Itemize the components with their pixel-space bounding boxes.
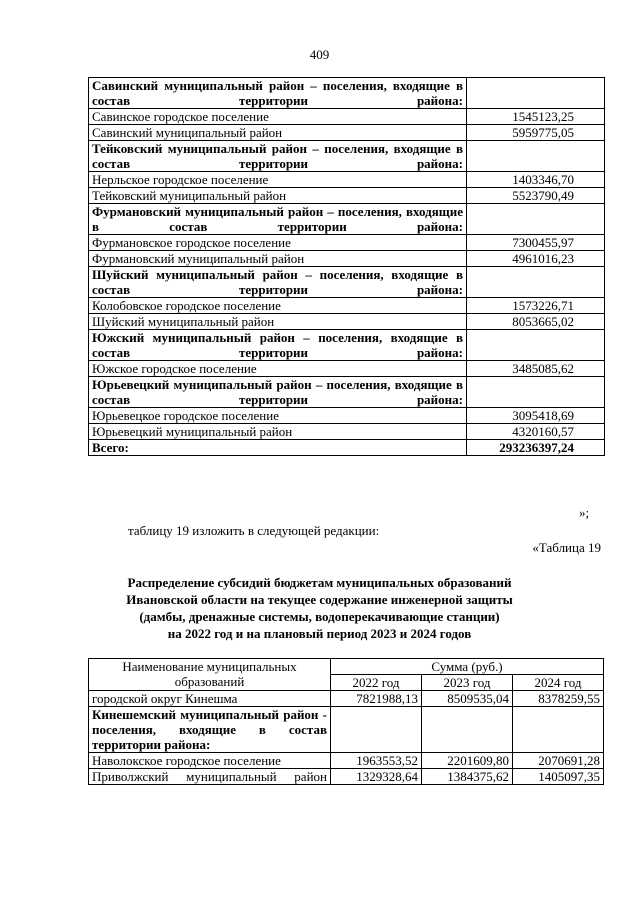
empty-cell	[467, 330, 605, 361]
value-2023: 8509535,04	[422, 691, 513, 707]
value-2023: 1384375,62	[422, 769, 513, 785]
row-value: 5959775,05	[467, 125, 605, 141]
row-name: Савинское городское поселение	[89, 109, 467, 125]
district-header: Фурмановский муниципальный район – поселения, входящие в состав территории района:	[89, 204, 467, 235]
row-name: Шуйский муниципальный район	[89, 314, 467, 330]
district-header-row	[89, 377, 605, 408]
table-row	[89, 109, 605, 125]
row-name: Приволжский муниципальный район	[89, 769, 331, 785]
district-header-row	[89, 141, 605, 172]
page-number: 409	[309, 47, 330, 62]
value-2024: 1405097,35	[513, 769, 604, 785]
table-row	[89, 235, 605, 251]
total-row	[89, 440, 605, 456]
total-label: Всего:	[89, 440, 467, 456]
district-header-row	[89, 267, 605, 298]
district-header: Тейковский муниципальный район – поселения, входящие в состав территории района:	[89, 141, 467, 172]
empty-cell	[467, 78, 605, 109]
district-header-row	[89, 330, 605, 361]
empty-cell	[467, 141, 605, 172]
value-2024: 2070691,28	[513, 753, 604, 769]
row-value: 1545123,25	[467, 109, 605, 125]
table-reference: «Таблица 19	[532, 540, 601, 555]
empty-cell	[422, 707, 513, 753]
district-header-row	[89, 78, 605, 109]
section-header-row	[89, 707, 604, 753]
title-line: (дамбы, дренажные системы, водоперекачивающие станции)	[139, 609, 500, 624]
row-name: Южское городское поселение	[89, 361, 467, 377]
row-value: 5523790,49	[467, 188, 605, 204]
value-2022: 1329328,64	[331, 769, 422, 785]
row-value: 4961016,23	[467, 251, 605, 267]
empty-cell	[331, 707, 422, 753]
value-2024: 8378259,55	[513, 691, 604, 707]
row-name: Юрьевецкое городское поселение	[89, 408, 467, 424]
row-value: 7300455,97	[467, 235, 605, 251]
header-row	[89, 659, 604, 675]
value-2022: 7821988,13	[331, 691, 422, 707]
subsidy-table-19	[88, 658, 604, 785]
table-row	[89, 753, 604, 769]
value-2022: 1963553,52	[331, 753, 422, 769]
table-row	[89, 408, 605, 424]
row-name: Нерльское городское поселение	[89, 172, 467, 188]
row-name: Фурмановское городское поселение	[89, 235, 467, 251]
title-line: Ивановской области на текущее содержание инженерной защиты	[126, 592, 513, 607]
district-header: Юрьевецкий муниципальный район – поселения, входящие в состав территории района:	[89, 377, 467, 408]
row-value: 3095418,69	[467, 408, 605, 424]
district-header: Савинский муниципальный район – поселения, входящие в состав территории района:	[89, 78, 467, 109]
table-row	[89, 314, 605, 330]
empty-cell	[467, 267, 605, 298]
year-2023-header: 2023 год	[422, 675, 513, 691]
row-value: 1403346,70	[467, 172, 605, 188]
year-2024-header: 2024 год	[513, 675, 604, 691]
row-name: Савинский муниципальный район	[89, 125, 467, 141]
empty-cell	[467, 204, 605, 235]
row-name: Фурмановский муниципальный район	[89, 251, 467, 267]
row-value: 8053665,02	[467, 314, 605, 330]
row-name: Тейковский муниципальный район	[89, 188, 467, 204]
table-row	[89, 251, 605, 267]
district-header: Южский муниципальный район – поселения, входящие в состав территории района:	[89, 330, 467, 361]
row-name: Наволокское городское поселение	[89, 753, 331, 769]
closing-quote: »;	[579, 505, 590, 520]
row-name: Колобовское городское поселение	[89, 298, 467, 314]
district-header: Шуйский муниципальный район – поселения, входящие в состав территории района:	[89, 267, 467, 298]
empty-cell	[467, 377, 605, 408]
district-header-row	[89, 204, 605, 235]
table-row	[89, 769, 604, 785]
table-row	[89, 125, 605, 141]
row-name: городской округ Кинешма	[89, 691, 331, 707]
title-line: Распределение субсидий бюджетам муниципальных образований	[127, 575, 512, 590]
row-value: 4320160,57	[467, 424, 605, 440]
total-value: 293236397,24	[467, 440, 605, 456]
table-row	[89, 424, 605, 440]
table-title	[0, 574, 639, 642]
table-row	[89, 188, 605, 204]
col-name-header: Наименование муниципальных образований	[89, 659, 331, 691]
row-value: 1573226,71	[467, 298, 605, 314]
row-value: 3485085,62	[467, 361, 605, 377]
sum-header: Сумма (руб.)	[331, 659, 604, 675]
value-2023: 2201609,80	[422, 753, 513, 769]
row-name: Юрьевецкий муниципальный район	[89, 424, 467, 440]
title-line: на 2022 год и на плановый период 2023 и 2024 годов	[167, 626, 472, 641]
subsidy-table-continued	[88, 77, 605, 456]
table-row	[89, 691, 604, 707]
section-header: Кинешемский муниципальный район - поселения, входящие в состав территории района:	[89, 707, 331, 753]
table-row	[89, 361, 605, 377]
year-2022-header: 2022 год	[331, 675, 422, 691]
table-row	[89, 298, 605, 314]
empty-cell	[513, 707, 604, 753]
instruction-paragraph: таблицу 19 изложить в следующей редакции:	[128, 523, 380, 538]
table-row	[89, 172, 605, 188]
